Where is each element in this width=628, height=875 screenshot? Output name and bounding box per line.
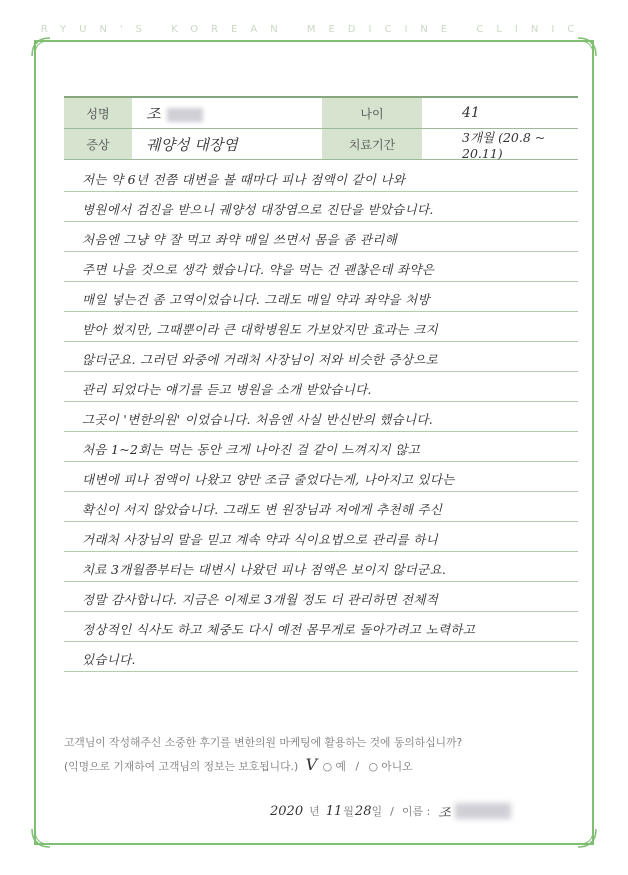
consent-divider: / xyxy=(355,760,359,773)
review-line-text: 주면 나을 것으로 생각 했습니다. 약을 먹는 건 괜찮은데 좌약은 xyxy=(82,262,435,277)
corner-ornament-icon xyxy=(576,36,598,58)
period-value: 3개월 (20.8 ~ 20.11) xyxy=(462,129,546,161)
patient-info-table xyxy=(64,96,578,160)
review-line xyxy=(64,552,578,582)
review-line-text: 받아 썼지만, 그때뿐이라 큰 대학병원도 가보았지만 효과는 크지 xyxy=(82,322,438,337)
review-line-text: 대변에 피나 점액이 나왔고 양만 조금 줄었다는게, 나아지고 있다는 xyxy=(82,472,455,487)
review-line xyxy=(64,282,578,312)
review-line-text: 거래처 사장님의 말을 믿고 계속 약과 식이요법으로 관리를 하니 xyxy=(82,532,438,547)
review-line xyxy=(64,522,578,552)
signature-day: 28 xyxy=(354,803,372,819)
review-line xyxy=(64,642,578,672)
review-line xyxy=(64,252,578,282)
review-line xyxy=(64,342,578,372)
signature-divider: / xyxy=(390,804,394,818)
review-line xyxy=(64,432,578,462)
review-line xyxy=(64,372,578,402)
review-line xyxy=(64,162,578,192)
name-label: 성명 xyxy=(64,98,132,128)
review-line-text: 치료 3개월쯤부터는 대변시 나왔던 피나 점액은 보이지 않더군요. xyxy=(82,562,447,577)
clinic-header: RYUN'S KOREAN MEDICINE CLINIC xyxy=(40,24,588,35)
review-line-text: 확신이 서지 않았습니다. 그래도 변 원장님과 저에게 추천해 주신 xyxy=(82,502,443,517)
review-line-text: 그곳이 '변한의원' 이었습니다. 처음엔 사실 반신반의 했습니다. xyxy=(82,412,434,427)
corner-ornament-icon xyxy=(576,827,598,849)
review-line xyxy=(64,312,578,342)
year-label: 년 xyxy=(309,805,320,818)
symptom-value: 궤양성 대장염 xyxy=(146,135,238,154)
age-value: 41 xyxy=(462,105,480,121)
consent-question: 고객님이 작성해주신 소중한 후기를 변한의원 마케팅에 활용하는 것에 동의하십니까? xyxy=(64,736,463,749)
name-label-signature: 이름 : xyxy=(401,805,431,818)
name-text: 조 xyxy=(146,104,161,123)
review-line xyxy=(64,462,578,492)
review-line xyxy=(64,222,578,252)
consent-no-option[interactable] xyxy=(368,760,412,773)
symptom-label: 증상 xyxy=(64,129,132,159)
review-line xyxy=(64,612,578,642)
consent-section xyxy=(64,732,584,778)
consent-yes-label: 예 xyxy=(335,760,346,773)
radio-circle-icon: ○ xyxy=(322,760,333,773)
review-line-text: 있습니다. xyxy=(82,652,136,667)
review-text-area xyxy=(64,162,578,672)
review-line xyxy=(64,402,578,432)
consent-no-label: 아니오 xyxy=(381,760,413,773)
info-row-name xyxy=(64,98,578,129)
review-line-text: 처음 1~2회는 먹는 동안 크게 나아진 걸 같이 느껴지지 않고 xyxy=(82,442,420,457)
review-line-text: 처음엔 그냥 약 잘 먹고 좌약 매일 쓰면서 몸을 좀 관리해 xyxy=(82,232,397,247)
review-line xyxy=(64,192,578,222)
review-line-text: 않더군요. 그러던 와중에 거래처 사장님이 저와 비슷한 증상으로 xyxy=(82,352,438,367)
corner-ornament-icon xyxy=(30,827,52,849)
review-line-text: 매일 넣는건 좀 고역이었습니다. 그래도 매일 약과 좌약을 처방 xyxy=(82,292,430,307)
redacted-name-blur xyxy=(167,108,203,122)
info-row-symptom xyxy=(64,129,578,160)
review-line-text: 정말 감사합니다. 지금은 이제로 3개월 정도 더 관리하면 전체적 xyxy=(82,592,439,607)
corner-ornament-icon xyxy=(30,36,52,58)
signature-name: 조 xyxy=(438,805,451,821)
signature-month: 11 xyxy=(325,803,343,819)
period-label: 치료기간 xyxy=(322,129,422,159)
review-line xyxy=(64,492,578,522)
signature-year: 2020 xyxy=(270,803,304,819)
month-label: 월 xyxy=(343,805,354,818)
consent-note: (익명으로 기재하여 고객님의 정보는 보호됩니다.) xyxy=(64,760,299,773)
review-line-text: 저는 약 6년 전쯤 대변을 볼 때마다 피나 점액이 같이 나와 xyxy=(82,172,406,187)
review-line xyxy=(64,582,578,612)
review-line-text: 병원에서 검진을 받으니 궤양성 대장염으로 진단을 받았습니다. xyxy=(82,202,434,217)
check-mark: V xyxy=(305,755,318,774)
review-line-text: 정상적인 식사도 하고 체중도 다시 예전 몸무게로 돌아가려고 노력하고 xyxy=(82,622,476,637)
age-label: 나이 xyxy=(322,98,422,128)
consent-options xyxy=(64,754,584,778)
name-value xyxy=(132,103,322,124)
radio-circle-icon: ○ xyxy=(368,760,378,773)
day-label: 일 xyxy=(371,805,383,818)
consent-yes-option[interactable] xyxy=(323,760,346,773)
signature-line xyxy=(270,800,590,822)
redacted-signature-blur xyxy=(455,803,511,819)
review-line-text: 관리 되었다는 얘기를 듣고 병원을 소개 받았습니다. xyxy=(82,382,372,397)
